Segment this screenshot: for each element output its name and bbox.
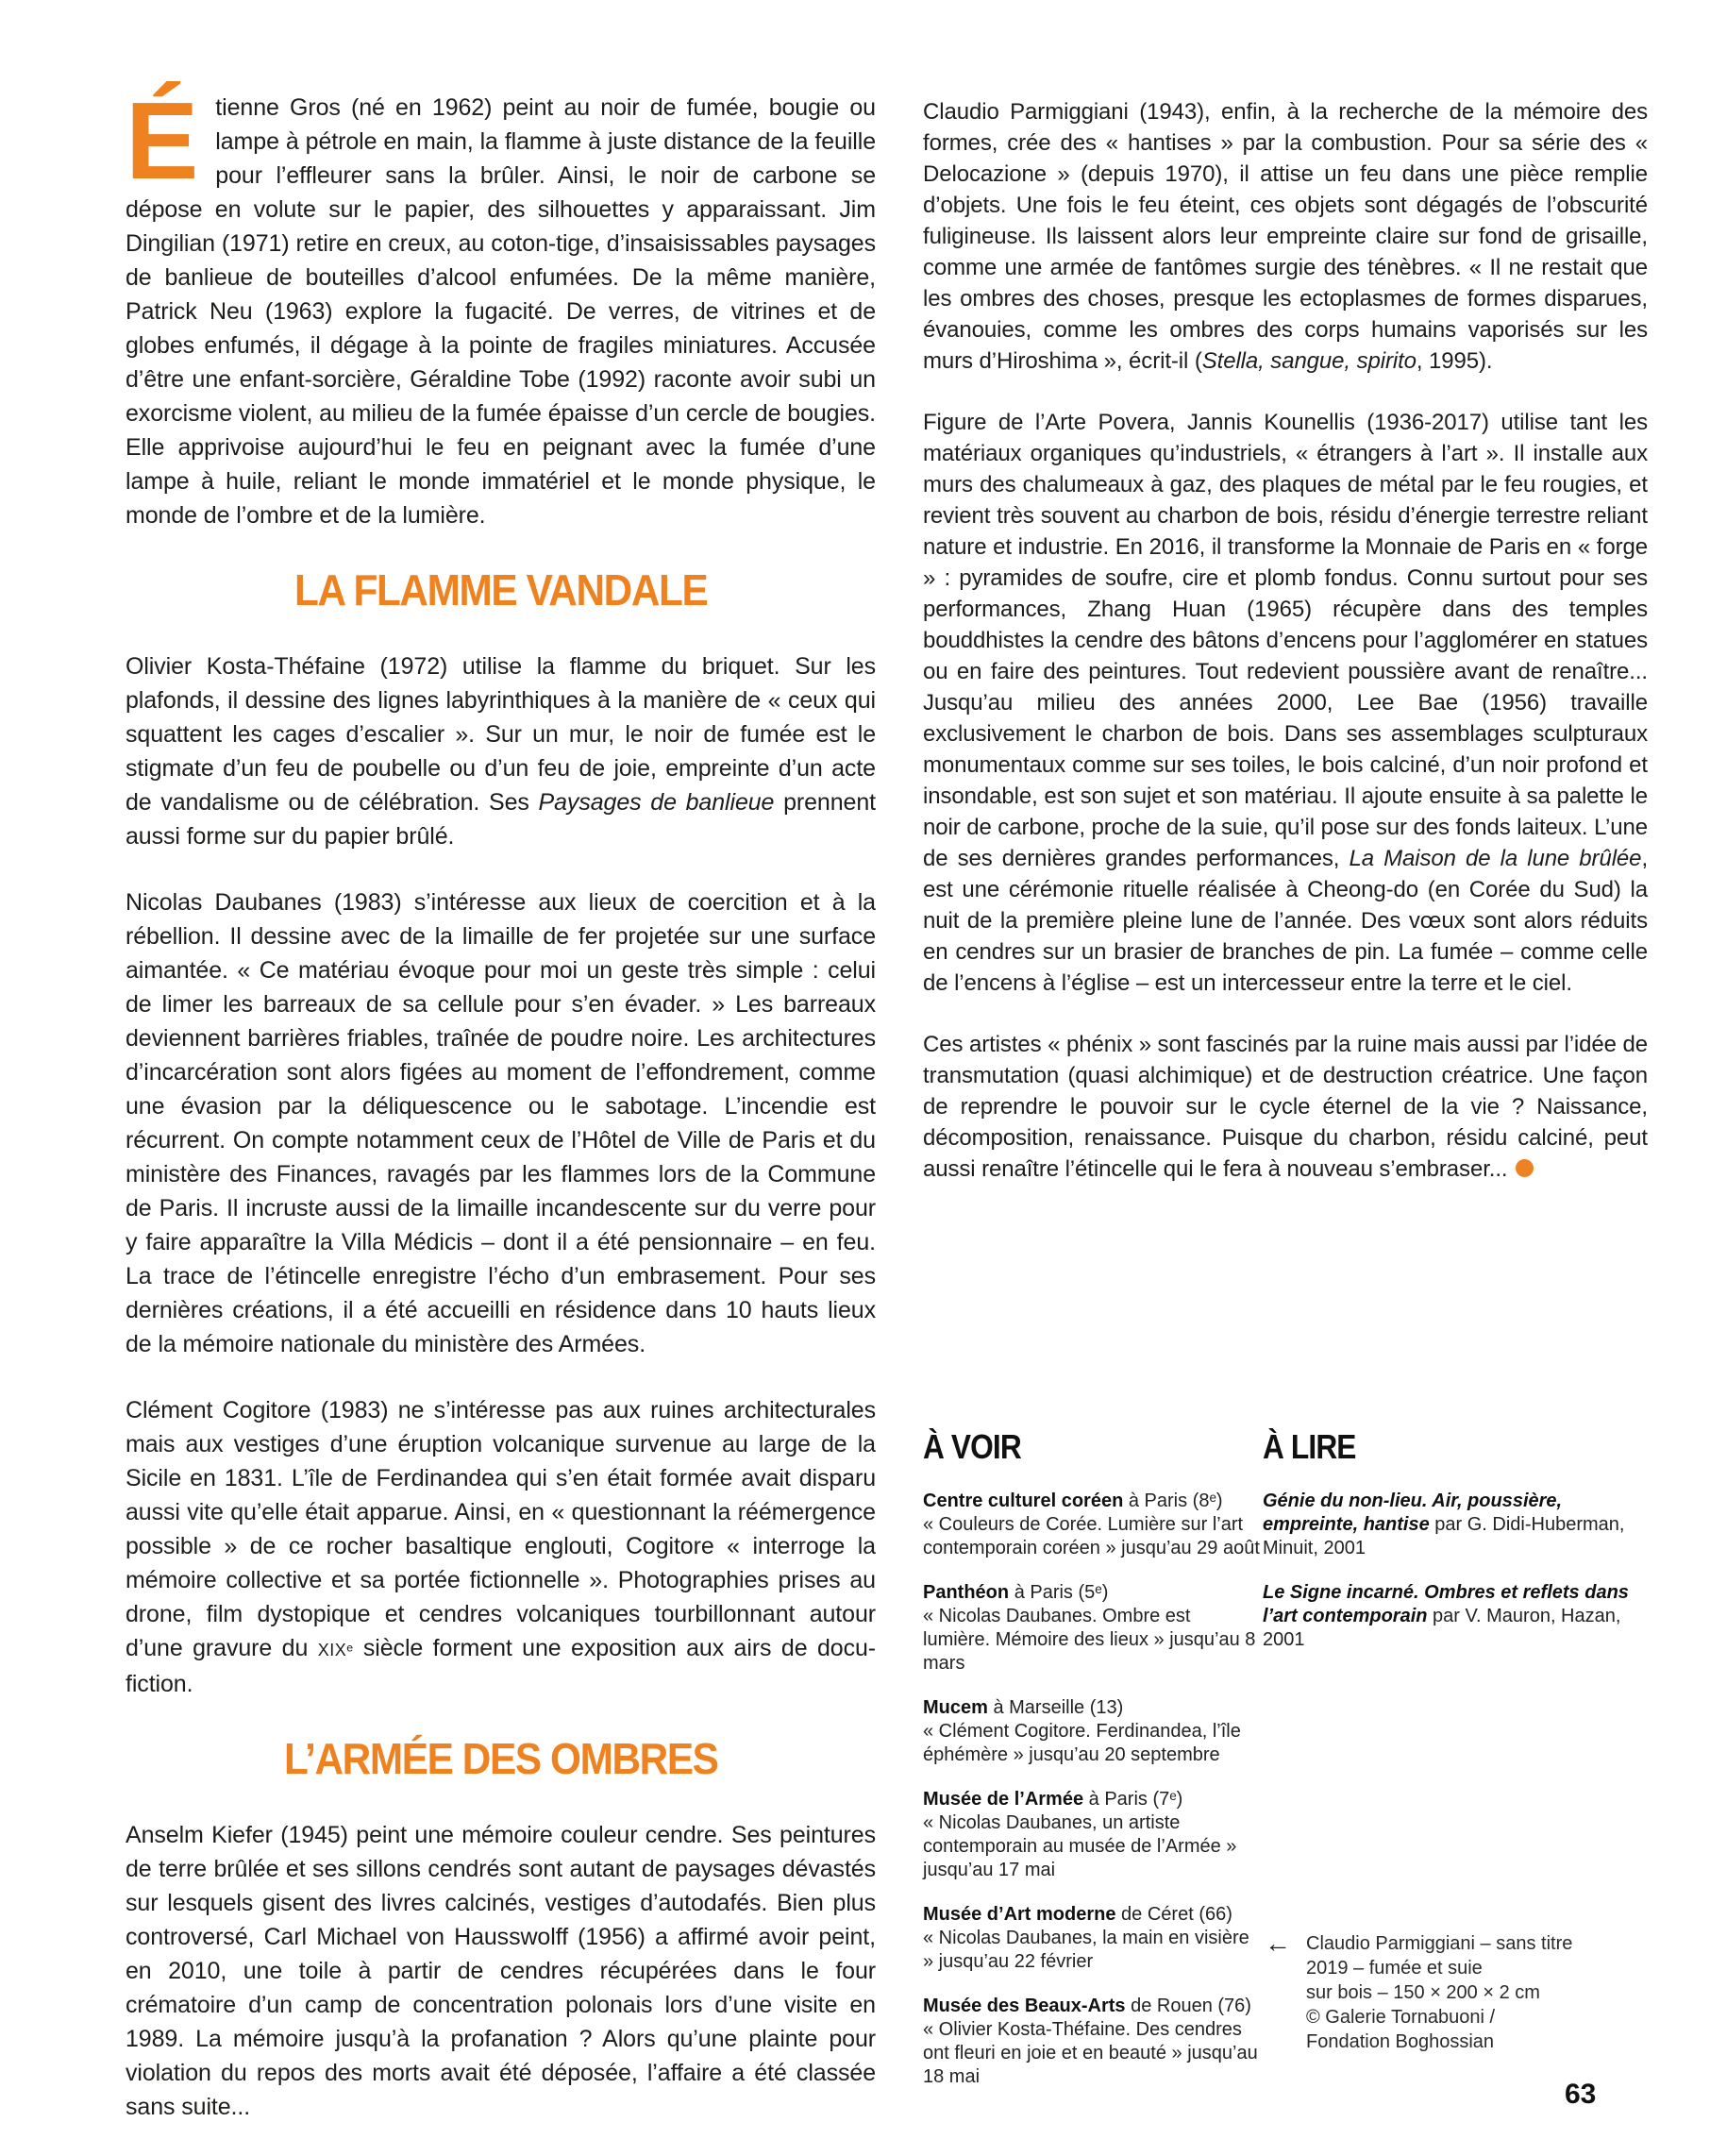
paragraph-text: , 1995). xyxy=(1416,348,1493,374)
event-detail: « Nicolas Daubanes. Ombre est lumière. Mémoire des lieux » jusqu’au 8 mars xyxy=(923,1606,1256,1674)
event-listing xyxy=(923,1903,1261,1974)
paragraph-kounellis-lee-bae xyxy=(923,407,1648,999)
event-detail: « Couleurs de Corée. Lumière sur l’art contemporain coréen » jusqu’au 29 août xyxy=(923,1514,1260,1558)
paragraph-daubanes: Nicolas Daubanes (1983) s’intéresse aux lieux de coercition et à la rébellion. Il dessine avec de la limaille de fer projetée sur une surface aimantée. « Ce matériau évoque pour moi un geste très simple : celui de limer les barreaux de sa cellule pour s’en évader. » Les barreaux deviennent barrières friables, traînée de poudre noire. Les architectures d’incarcération sont alors figées au moment de l’effondrement, comme une évasion par la déliquescence ou le sabotage. L’incendie est récurrent. On compte notamment ceux de l’Hôtel de Ville de Paris et du ministère des Finances, ravagés par les flammes lors de la Commune de Paris. Il incruste aussi de la limaille incandescente sur du verre pour y faire apparaître la Villa Médicis – dont il a été pensionnaire – en feu. La trace de l’étincelle enregistre l’écho d’un embrasement. Pour ses dernières créations, il a été accueilli en résidence dans 10 hauts lieux de la mémoire nationale du ministère des Armées. xyxy=(126,889,876,1357)
caption-line: Claudio Parmiggiani – sans titre xyxy=(1306,1933,1573,1954)
book-title: Génie du non-lieu. Air, poussière, empreinte, hantise xyxy=(1263,1491,1563,1535)
paragraph-text: tienne Gros (né en 1962) peint au noir de fumée, bougie ou lampe à pétrole en main, la flamme à juste distance de la feuille pour l’effleurer sans la brûler. Ainsi, le noir de carbone se dépose en volute sur le papier, des silhouettes y apparaissant. Jim Dingilian (1971) retire en creux, au coton-tige, d’insaisissables paysages de banlieue de bouteilles d’alcool enfumées. De la même manière, Patrick Neu (1963) explore la fugacité. De verres, de vitrines et de globes enfumés, il dégage à la pointe de fragiles miniatures. Accusée d’être une enfant-sorcière, Géraldine Tobe (1992) raconte avoir subi un exorcisme violent, au milieu de la fumée épaisse d’un cercle de bougies. Elle apprivoise aujourd’hui le feu en peignant avec la fumée d’une lampe à huile, reliant le monde immatériel et le monde physique, le monde de l’ombre et de la lumière. xyxy=(126,94,876,529)
venue-name: Mucem xyxy=(923,1697,988,1718)
book-credit: par G. Didi-Huberman, Minuit, 2001 xyxy=(1263,1514,1625,1558)
book-listing xyxy=(1263,1581,1640,1652)
small-caps-century: XIXᵉ xyxy=(317,1641,354,1659)
paragraph-text: , est une cérémonie rituelle réalisée à Cheong-do (en Corée du Sud) la nuit de la première pleine lune de l’année. Des vœux sont alors réduits en cendres sur un brasier de branches de pin. La fumée – comme celle de l’encens à l’église – est un intercesseur entre la terre et le ciel. xyxy=(923,846,1649,996)
caption-line: © Galerie Tornabuoni / xyxy=(1306,2007,1496,2028)
venue-location: à Paris (8ᵉ) xyxy=(1128,1491,1223,1511)
a-voir-title-text: À VOIR xyxy=(923,1427,1021,1466)
paragraph-text: siècle forment une exposition aux airs de docu-fiction. xyxy=(126,1635,877,1697)
paragraph-kosta-thefaine xyxy=(126,649,876,853)
event-detail: « Nicolas Daubanes, la main en visière » jusqu’au 22 février xyxy=(923,1928,1249,1972)
event-detail: « Olivier Kosta-Théfaine. Des cendres ont fleuri en joie et en beauté » jusqu’au 18 mai xyxy=(923,2019,1258,2087)
event-listing xyxy=(923,1581,1261,1676)
section-heading-la-flamme-vandale xyxy=(126,564,876,615)
section-heading-text: LA FLAMME VANDALE xyxy=(293,565,708,615)
event-listing xyxy=(923,1696,1261,1767)
venue-location: de Céret (66) xyxy=(1121,1904,1232,1925)
venue-location: à Paris (7ᵉ) xyxy=(1088,1789,1183,1810)
paragraph-text: Olivier Kosta-Théfaine (1972) utilise la flamme du briquet. Sur les plafonds, il dessine des lignes labyrinthiques à la manière de « ceux qui squattent les cages d’escalier ». Sur un mur, le noir de fumée est le stigmate d’un feu de poubelle ou d’un feu de joie, empreinte d’un acte de vandalisme ou de célébration. Ses xyxy=(126,653,876,816)
a-voir-title xyxy=(923,1427,1261,1467)
left-arrow-icon: ← xyxy=(1265,1929,1291,1958)
end-of-article-dot xyxy=(1516,1159,1534,1177)
caption-line: sur bois – 150 × 200 × 2 cm xyxy=(1306,1982,1540,2003)
paragraph-text: Clément Cogitore (1983) ne s’intéresse pas aux ruines architecturales mais aux vestiges d’une éruption volcanique survenue au large de la Sicile en 1831. L’île de Ferdinandea qui s’en était formée avait disparu aussi vite qu’elle était apparue. Ainsi, en « questionnant la réémergence possible » de ce rocher basaltique englouti, Cogitore « interroge la mémoire collective et sa portée fictionnelle ». Photographies prises au drone, film dystopique et cendres volcaniques tourbillonnant autour d’une gravure du xyxy=(126,1397,876,1661)
paragraph-parmiggiani xyxy=(923,96,1648,377)
caption-line: Fondation Boghossian xyxy=(1306,2031,1495,2052)
paragraph-text: Ces artistes « phénix » sont fascinés par la ruine mais aussi par l’idée de transmutation (quasi alchimique) et de destruction créatrice. Une façon de reprendre le pouvoir sur le cycle éternel de la vie ? Naissance, décomposition, renaissance. Puisque du charbon, résidu calciné, peut aussi renaître l’étincelle qui le fera à nouveau s’embraser... xyxy=(923,1032,1648,1182)
paragraph-text: Claudio Parmiggiani (1943), enfin, à la recherche de la mémoire des formes, crée des « hantises » par la combustion. Pour sa série des « Delocazione » (depuis 1970), il attise un feu dans une pièce remplie d’objets. Une fois le feu éteint, ces objets sont dégagés de l’obscurité fuligineuse. Ils laissent alors leur empreinte claire sur fond de grisaille, comme une armée de fantômes surgie des ténèbres. « Il ne restait que les ombres des choses, presque les ectoplasmes de formes disparues, évanouies, comme les ombres des corps humains vaporisés sur les murs d’Hiroshima », écrit-il ( xyxy=(923,99,1648,374)
paragraph-text: Figure de l’Arte Povera, Jannis Kounellis (1936-2017) utilise tant les matériaux organiques qu’industriels, « étrangers à l’art ». Il installe aux murs des chalumeaux à gaz, des plaques de métal par le feu rougies, et revient très souvent au charbon de bois, résidu d’énergie terrestre reliant nature et industrie. En 2016, il transforme la Monnaie de Paris en « forge » : pyramides de soufre, cire et plomb fondus. Connu surtout pour ses performances, Zhang Huan (1965) récupère dans des temples bouddhistes la cendre des bâtons d’encens pour l’agglomérer en statues ou en faire des peintures. Tout redevient poussière avant de renaître... Jusqu’au milieu des années 2000, Lee Bae (1956) travaille exclusivement le charbon de bois. Dans ses assemblages sculpturaux monumentaux comme sur ses toiles, le bois calciné, d’un noir profond et insondable, est son sujet et son matériau. Il ajoute ensuite à sa palette le noir de carbone, proche de la suie, qu’il pose sur des fonds laiteux. L’une de ses dernières grandes performances, xyxy=(923,410,1648,871)
event-listing xyxy=(923,1788,1261,1882)
venue-name: Panthéon xyxy=(923,1582,1010,1603)
venue-location: à Paris (5ᵉ) xyxy=(1014,1582,1109,1603)
caption-line: 2019 – fumée et suie xyxy=(1306,1958,1483,1979)
italic-work-title: Paysages de banlieue xyxy=(538,789,775,816)
paragraph-conclusion xyxy=(923,1029,1648,1185)
venue-name: Musée de l’Armée xyxy=(923,1789,1084,1810)
paragraph-etienne-gros xyxy=(126,79,876,532)
image-caption xyxy=(1265,1931,1651,2054)
venue-location: à Marseille (13) xyxy=(993,1697,1124,1718)
a-lire-title-text: À LIRE xyxy=(1263,1427,1356,1466)
left-column xyxy=(126,79,877,2156)
caption-text xyxy=(1306,1931,1572,2054)
book-listing xyxy=(1263,1490,1640,1560)
section-heading-armee-des-ombres xyxy=(126,1733,876,1784)
page-number: 63 xyxy=(1565,2079,1597,2110)
book-credit: par V. Mauron, Hazan, 2001 xyxy=(1263,1606,1621,1650)
event-detail: « Clément Cogitore. Ferdinandea, l’île éphémère » jusqu’au 20 septembre xyxy=(923,1721,1241,1765)
venue-location: de Rouen (76) xyxy=(1131,1996,1251,2016)
venue-name: Centre culturel coréen xyxy=(923,1491,1124,1511)
paragraph-cogitore xyxy=(126,1393,876,1701)
venue-name: Musée d’Art moderne xyxy=(923,1904,1116,1925)
right-column xyxy=(923,96,1648,1215)
drop-cap: É xyxy=(126,79,199,202)
a-voir-section xyxy=(923,1427,1261,2110)
a-lire-section xyxy=(1263,1427,1640,1673)
paragraph-text: prennent aussi forme sur du papier brûlé. xyxy=(126,789,876,850)
italic-work-title: La Maison de la lune brûlée xyxy=(1349,846,1642,871)
paragraph-kiefer: Anselm Kiefer (1945) peint une mémoire couleur cendre. Ses peintures de terre brûlée et ses sillons cendrés sont autant de paysages dévastés sur lesquels gisent des livres calcinés, vestiges d’autodafés. Bien plus controversé, Carl Michael von Hausswolff (1956) a affirmé avoir peint, en 2010, une toile à partir de cendres récupérées dans le four crématoire d’un camp de concentration polonais lors d’une visite en 1989. La mémoire jusqu’à la profanation ? Alors qu’une plainte pour violation du repos des morts avait été déposée, l’affaire a été classée sans suite... xyxy=(126,1822,876,2120)
event-listing xyxy=(923,1995,1261,2089)
event-listing xyxy=(923,1490,1261,1560)
a-lire-title xyxy=(1263,1427,1640,1467)
book-title: Le Signe incarné. Ombres et reflets dans l’art contemporain xyxy=(1263,1582,1629,1626)
italic-work-title: Stella, sangue, spirito xyxy=(1201,348,1417,374)
section-heading-text: L’ARMÉE DES OMBRES xyxy=(283,1734,718,1783)
venue-name: Musée des Beaux-Arts xyxy=(923,1996,1126,2016)
event-detail: « Nicolas Daubanes, un artiste contemporain au musée de l’Armée » jusqu’au 17 mai xyxy=(923,1812,1237,1880)
